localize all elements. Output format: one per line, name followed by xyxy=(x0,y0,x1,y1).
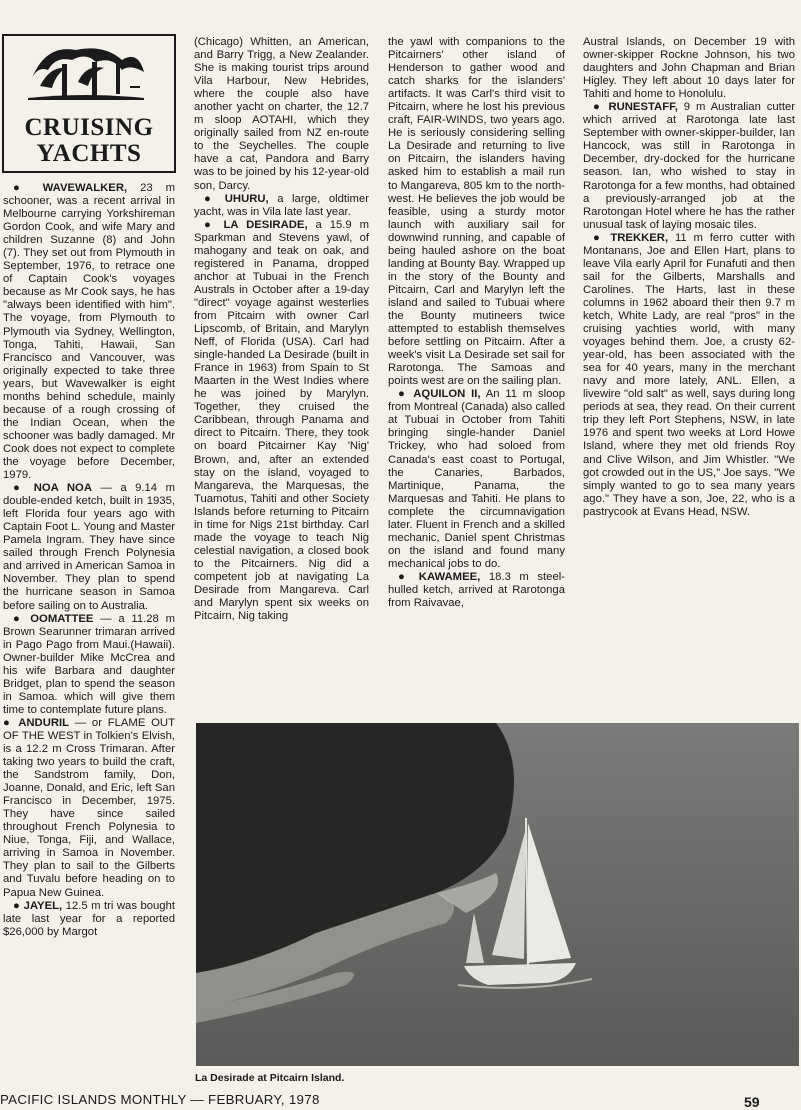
entry-text: 11 m ferro cutter with Montanans, Joe and Ellen Hart, plans to leave Vila early April for Funafuti and then sail for the Gilberts, Marshalls and Carolines. The Harts, last in these columns in 1962 aboard their then 9.7 m ketch, White Lady, are real "pros" in the cruising yachties world, with many voyages behind them. Joe, a crusty 62-year-old, has been associated with the sea for 40 years, many in the merchant navy and more lately, ANL. Ellen, a livewire "old salt" as well, says during long periods at sea, they read. On their current trip they left Port Stephens, NSW, in late 1976 and spent two weeks at Lord Howe Island, where they met old friends Roy and Clive Wilson, and Jim Whistler. "We got crowded out in the US," Joe says. "We simply wanted to go to sea many years ago." They have a son, Joe, 22, who is a pastrycook at Evans Head, NSW. xyxy=(583,231,796,518)
entry-text: a large, oldtimer yacht, was in Vila late last year. xyxy=(194,192,369,218)
yacht-name: WAVEWALKER, xyxy=(42,182,128,194)
column-1 xyxy=(3,182,175,939)
entry-jayel-continued xyxy=(194,36,369,193)
entry-trekker: ● TREKKER, 11 m ferro cutter with Montanans, Joe and Ellen Hart, plans to leave Vila early April for Funafuti and then sail for the Gilberts, Marshalls and Carolines. The Harts, last in these columns in 1962 aboard their then 9.7 m ketch, White Lady, are real "pros" in the cruising yachties world, with many voyages behind them. Joe, a crusty 62-year-old, has been associated with the sea for 40 years, many in the merchant navy and more lately, ANL. Ellen, a livewire "old salt" as well, says during long periods at sea, they read. On their current trip they left Port Stephens, NSW, in late 1976 and spent two weeks at Lord Howe Island, where they met old friends Roy and Clive Wilson, and Jim Whistler. "We got crowded out in the US," Joe says. "We simply wanted to go to sea many years ago." They have a son, Joe, 22, who is a pastrycook at Evans Head, NSW. xyxy=(583,231,796,518)
palm-trees-icon xyxy=(26,42,146,102)
yacht-name: KAWAMEE, xyxy=(418,570,481,583)
entry-uhuru: ● UHURU, a large, oldtimer yacht, was in Vila late last year. xyxy=(194,192,369,218)
header-title-line1: CRUISING xyxy=(24,114,154,141)
yacht-name: OOMATTEE xyxy=(30,612,94,625)
entry-text: 12.5 m tri was bought late last year for a reported $26,000 by Margot xyxy=(3,899,175,938)
yacht-name: RUNESTAFF, xyxy=(608,101,678,114)
header-title-line2: YACHTS xyxy=(36,140,142,167)
column-4 xyxy=(583,36,795,519)
entry-text: (Chicago) Whitten, an American, and Barry Trigg, a New Zealander. She is making tourist trips around Vila Harbour, New Hebrides, where the couple also have another yacht on charter, the 12.7 m sloop AOTAHI, which they originally sailed from NZ en-route to the Seychelles. The couple have a cat, Pandora and Barry was to be joined by his 12-year-old son, Darcy. xyxy=(194,36,369,192)
entry-text: An 11 m sloop from Montreal (Canada) also called at Tubuai in October from Tahiti bringing single-hander Daniel Trickey, who had soloed from Canada's east coast to Portugal, the Canaries, Barbados, Martinique, Panama, the Marquesas and Tahiti. He plans to complete the circumnavigation later. Fluent in French and a skilled mechanic, Daniel spent Christmas on the island and found many mechanical jobs to do. xyxy=(388,388,565,570)
entry-oomattee: ● OOMATTEE — a 11.28 m Brown Searunner trimaran arrived in Pago Pago from Maui.(Hawaii). Owner-builder Mike McCrea and his wife Barbara and daughter Bridget, plan to spend the season in Samoa. which will give them time to contemplate future plans. xyxy=(3,612,176,716)
entry-jayel: ● JAYEL, 12.5 m tri was bought late last year for a reported $26,000 by Margot xyxy=(3,899,175,938)
entry-text: — a 9.14 m double-ended ketch, built in 1935, left Florida four years ago with Captain Foot L. Young and Master Pamela Ingram. They have since sailed through French Polynesia and arrived in American Samoa in November. They plan to spend the hurricane season in Samoa before sailing on to Australia. xyxy=(3,482,176,612)
entry-kawamee-continued xyxy=(583,36,795,101)
entry-la-desirade: ● LA DESIRADE, a 15.9 m Sparkman and Stevens yawl, of mahogany and teak on oak, and registered in Panama, dropped anchor at Tubuai in the French Australs in October after a 19-day "direct" voyage against westerlies from Pitcairn with owner Carl Lipscomb, of Britain, and Marylyn Neff, of Florida (USA). Carl had single-handed La Desirade (built in France in 1963) from Spain to St Maarten in the West Indies where he was joined by Marylyn. Together, they cruised the Caribbean, through Panama and direct to Pitcairn. There, they took on board Pitcairner Kay 'Nig' Brown, and, after an extended stay on the island, voyaged to Mangareva, the Marquesas, the Tuamotus, Tahiti and other Society Islands before returning to Pitcairn in time for Nigs 21st birthday. Carl made the voyage to teach Nig celestial navigation, a closed book to the Pitcairners. Nig did a competent job at navigating La Desirade from Mangareva. Carl and Marylyn spent six weeks on Pitcairn, Nig taking xyxy=(194,218,370,623)
entry-aquilon: ● AQUILON II, An 11 m sloop from Montreal (Canada) also called at Tubuai in October from Tahiti bringing single-hander Daniel Trickey, who had soloed from Canada's east coast to Portugal, the Canaries, Barbados, Martinique, Panama, the Marquesas and Tahiti. He plans to complete the circumnavigation later. Fluent in French and a skilled mechanic, Daniel spent Christmas on the island and found many mechanical jobs to do. xyxy=(388,388,565,570)
photo-yacht-at-island xyxy=(196,723,799,1066)
footer-publication: PACIFIC ISLANDS MONTHLY — FEBRUARY, 1978 xyxy=(0,1092,320,1107)
entry-text: — or FLAME OUT OF THE WEST in Tolkien's Elvish, is a 12.2 m Cross Trimaran. After taking two years to build the craft, the Sandstrom family, Don, Joanne, Donald, and Eric, left San Francisco in December, 1975. They have since sailed throughout French Polynesia to Niue, Tonga, Fiji, and Wallace, arriving in Samoa in November. They plan to sail to the Gilberts and Tuvalu before heading on to Papua New Guinea. xyxy=(3,716,175,899)
entry-text: Austral Islands, on December 19 with owner-skipper Rockne Johnson, his two daughters and John Chapman and Brian Higley. They left about 10 days later for Tahiti and home to Honolulu. xyxy=(583,36,795,101)
entry-text: 18.3 m steel-hulled ketch, arrived at Rarotonga from Raivavae, xyxy=(388,570,565,610)
sailboat-photo-image xyxy=(196,723,799,1066)
yacht-name: UHURU, xyxy=(224,192,269,205)
section-header xyxy=(2,34,176,173)
entry-wavewalker: ● WAVEWALKER, 23 m schooner, was a recent arrival in Melbourne carrying Yorkshireman Gordon Cook, and wife Mary and children Suzanne (8) and John (7). They set out from Plymouth in September, 1976, to retrace one of Captain Cook's voyages because as Mr Cook says, he has "always been identified with him". The voyage, from Plymouth to Plymouth via Sydney, Wellington, Tonga, Tahiti, Hawaii, San Francisco and Vancouver, was originally expected to take three years, but Wavewalker is eight months behind schedule, mainly because of a rough crossing of the Indian Ocean, when the schooner was badly damaged. Mr Cook does not expect to complete the voyage before December, 1979. xyxy=(3,182,176,482)
entry-noa-noa: ● NOA NOA — a 9.14 m double-ended ketch, built in 1935, left Florida four years ago with Captain Foot L. Young and Master Pamela Ingram. They have since sailed through French Polynesia and arrived in American Samoa in November. They plan to spend the hurricane season in Samoa before sailing on to Australia. xyxy=(3,482,176,612)
column-2 xyxy=(194,36,369,623)
entry-text: the yawl with companions to the Pitcairners' other island of Henderson to gather wood and catch sharks for the islanders' artifacts. It was Carl's third visit to Pitcairn, where he lost his previous craft, FAIR-WINDS, two years ago. He is seriously considering selling La Desirade and returning to live on Pitcairn, the islanders having asked him to establish a mail run to Mangareva, 805 km to the north-west. He believes the job would be feasible, using a sturdy motor launch with auxiliary sail for downwind running, and capable of being hauled ashore on the boat landing at Bounty Bay. Wrapped up in the story of the Bounty and Pitcairn, Carl and Marylyn left the island and sailed to Tubuai where the Bounty mutineers twice attempted to establish themselves before settling on Pitcairn. After a week's visit La Desirade set sail for Rarotonga. The Samoas and points west are on the sailing plan. xyxy=(388,36,565,388)
entry-runestaff: ● RUNESTAFF, 9 m Australian cutter which arrived at Rarotonga late last September with owner-skipper-builder, Ian Hancock, was still in Rarotonga in December, dry-docked for the hurricane season. Ian, who wished to stay in Rarotonga for a few months, had obtained a previously-arranged job at the Rarotongan Hotel where he has the rather unusual task of laying mosaic tiles. xyxy=(583,101,795,231)
yacht-name: TREKKER, xyxy=(610,231,669,244)
entry-text: — a 11.28 m Brown Searunner trimaran arrived in Pago Pago from Maui.(Hawaii). Owner-builder Mike McCrea and his wife Barbara and daughter Bridget, plan to spend the season in Samoa. which will give them time to contemplate future plans. xyxy=(3,612,176,716)
yacht-name: AQUILON II, xyxy=(413,388,481,401)
entry-anduril: ● ANDURIL — or FLAME OUT OF THE WEST in Tolkien's Elvish, is a 12.2 m Cross Trimaran. After taking two years to build the craft, the Sandstrom family, Don, Joanne, Donald, and Eric, left San Francisco in December, 1975. They have since sailed throughout French Polynesia to Niue, Tonga, Fiji, and Wallace, arriving in Samoa in November. They plan to sail to the Gilberts and Tuvalu before heading on to Papua New Guinea. xyxy=(3,716,175,899)
entry-kawamee: ● KAWAMEE, 18.3 m steel-hulled ketch, arrived at Rarotonga from Raivavae, xyxy=(388,570,565,610)
photo-caption: La Desirade at Pitcairn Island. xyxy=(195,1072,345,1084)
yacht-name: JAYEL, xyxy=(23,899,63,912)
yacht-name: NOA NOA xyxy=(33,482,92,495)
entry-text: a 15.9 m Sparkman and Stevens yawl, of mahogany and teak on oak, and registered in Panama, dropped anchor at Tubuai in the French Australs in October after a 19-day "direct" voyage against westerlies from Pitcairn with owner Carl Lipscomb, of Britain, and Marylyn Neff, of Florida (USA). Carl had single-handed La Desirade (built in France in 1963) from Spain to St Maarten in the West Indies where he was joined by Marylyn. Together, they cruised the Caribbean, through Panama and direct to Pitcairn. There, they took on board Pitcairner Kay 'Nig' Brown, and, after an extended stay on the island, voyaged to Mangareva, the Marquesas, the Tuamotus, Tahiti and other Society Islands before returning to Pitcairn in time for Nigs 21st birthday. Carl made the voyage to teach Nig celestial navigation, a closed book to the Pitcairners. Nig did a competent job at navigating La Desirade from Mangareva. Carl and Marylyn spent six weeks on Pitcairn, Nig taking xyxy=(194,218,370,623)
entry-la-desirade-continued xyxy=(388,36,565,388)
yacht-name: LA DESIRADE, xyxy=(223,218,308,231)
page-number: 59 xyxy=(744,1094,760,1110)
yacht-name: ANDURIL xyxy=(18,716,70,729)
entry-text: 23 m schooner, was a recent arrival in Melbourne carrying Yorkshireman Gordon Cook, and wife Mary and children Suzanne (8) and John (7). They set out from Plymouth in September, 1976, to retrace one of Captain Cook's voyages because as Mr Cook says, he has "always been identified with him". The voyage, from Plymouth to Plymouth via Sydney, Wellington, Tonga, Tahiti, Hawaii, San Francisco and Vancouver, was originally expected to take three years, but Wavewalker is eight months behind schedule, mainly because of a rough crossing of the Indian Ocean, when the schooner was badly damaged. Mr Cook does not expect to complete the voyage before December, 1979. xyxy=(3,182,176,482)
entry-text: 9 m Australian cutter which arrived at Rarotonga late last September with owner-skipper-builder, Ian Hancock, was still in Rarotonga in December, dry-docked for the hurricane season. Ian, who wished to stay in Rarotonga for a few months, had obtained a previously-arranged job at the Rarotongan Hotel where he has the rather unusual task of laying mosaic tiles. xyxy=(583,101,795,231)
column-3 xyxy=(388,36,565,610)
